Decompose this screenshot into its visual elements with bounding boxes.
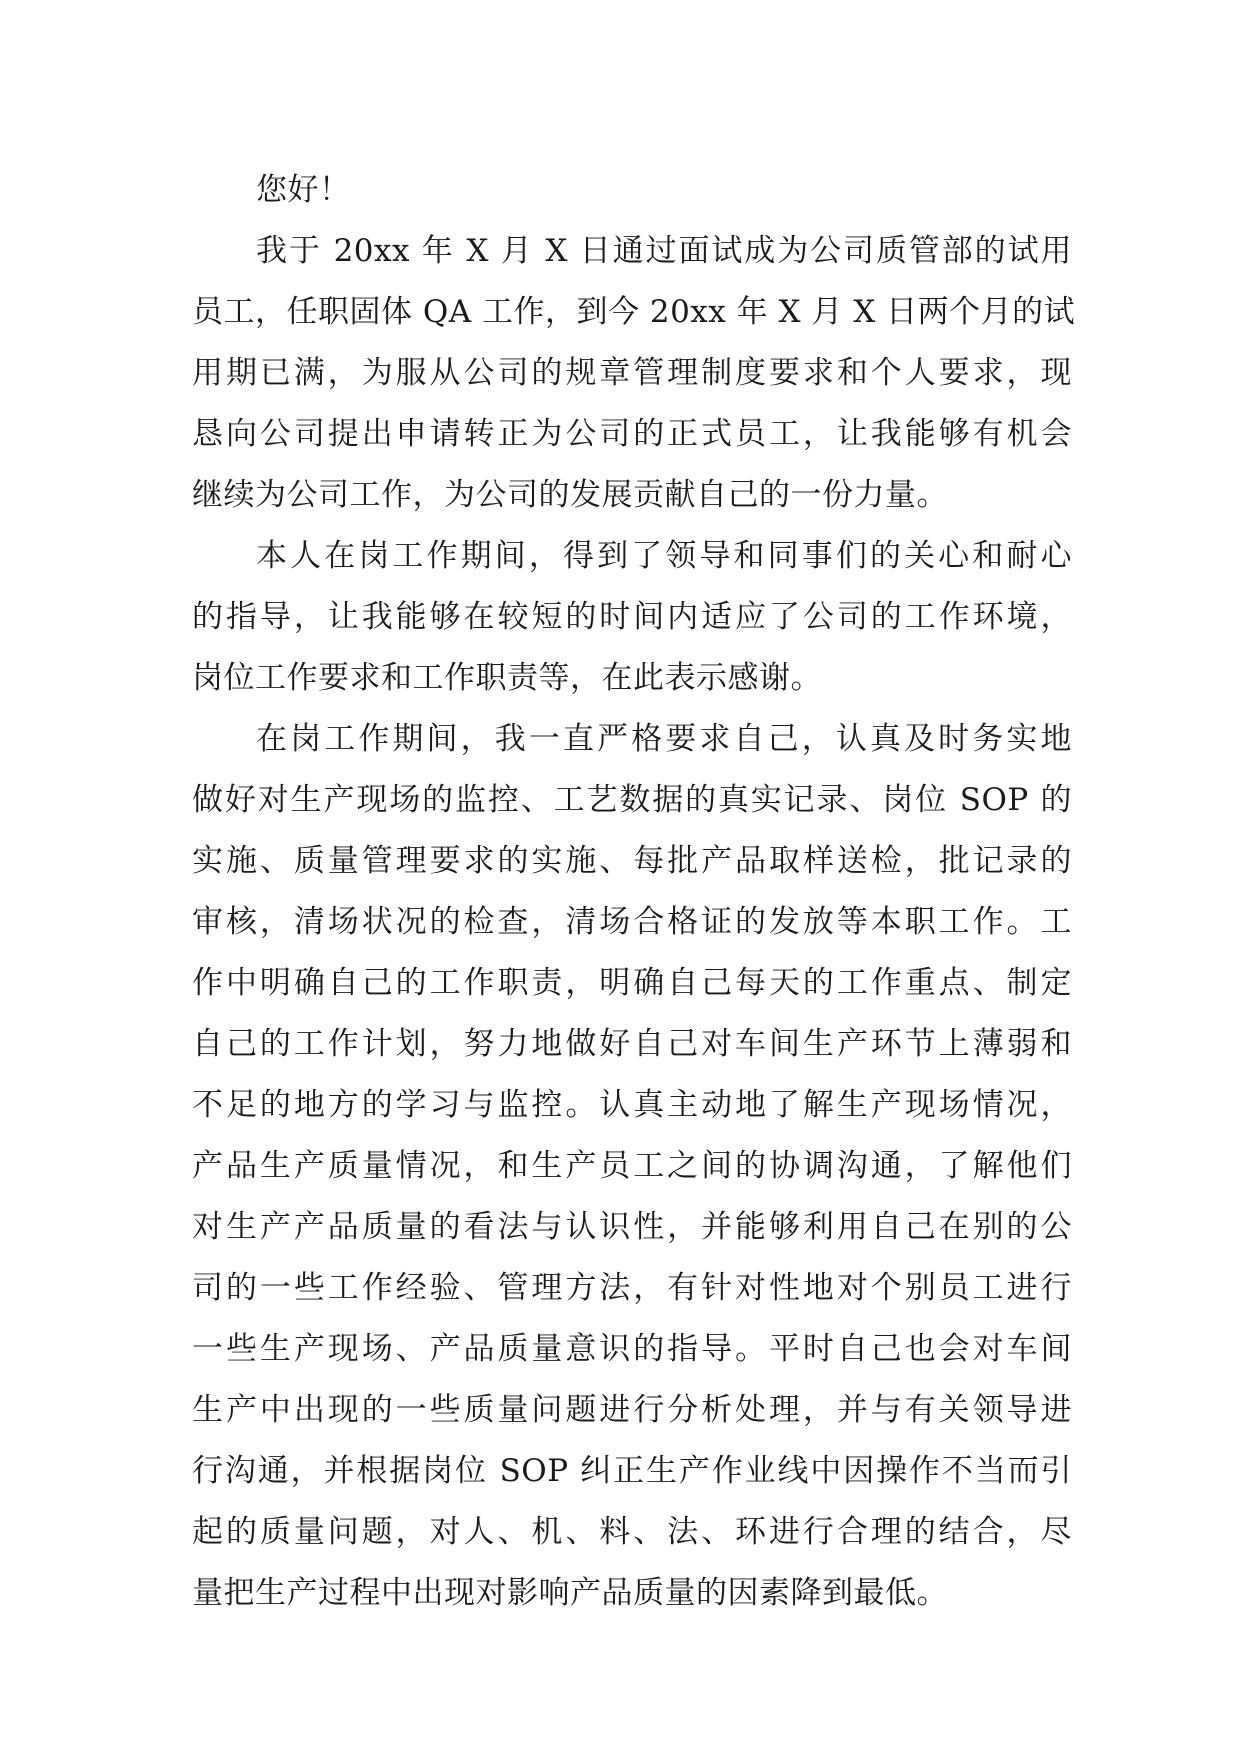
- paragraph-line: 恳向公司提出申请转正为公司的正式员工，让我能够有机会: [192, 416, 1072, 452]
- paragraph-line: 生产中出现的一些质量问题进行分析处理，并与有关领导进: [192, 1392, 1072, 1428]
- paragraph-line: 本人在岗工作期间，得到了领导和同事们的关心和耐心: [256, 538, 1072, 574]
- paragraph-line: 对生产产品质量的看法与认识性，并能够利用自己在别的公: [192, 1209, 1072, 1245]
- paragraph-2: [192, 526, 1072, 709]
- paragraph-line: 司的一些工作经验、管理方法，有针对性地对个别员工进行: [192, 1270, 1072, 1306]
- paragraph-line: 作中明确自己的工作职责，明确自己每天的工作重点、制定: [192, 965, 1072, 1001]
- paragraph-line: 员工，任职固体 QA 工作，到今 20xx 年 X 月 X 日两个月的试: [192, 294, 1076, 330]
- paragraph-line: 的指导，让我能够在较短的时间内适应了公司的工作环境，: [192, 599, 1072, 635]
- paragraph-line: 量把生产过程中出现对影响产品质量的因素降到最低。: [192, 1575, 948, 1611]
- paragraph-1: [192, 221, 1076, 526]
- paragraph-line: 用期已满，为服从公司的规章管理制度要求和个人要求，现: [192, 355, 1072, 391]
- paragraph-line: 自己的工作计划，努力地做好自己对车间生产环节上薄弱和: [192, 1026, 1072, 1062]
- paragraph-line: 做好对生产现场的监控、工艺数据的真实记录、岗位 SOP 的: [192, 782, 1072, 818]
- paragraph-line: 审核，清场状况的检查，清场合格证的发放等本职工作。工: [192, 904, 1072, 940]
- paragraph-line: 一些生产现场、产品质量意识的指导。平时自己也会对车间: [192, 1331, 1072, 1367]
- paragraph-line: 起的质量问题，对人、机、料、法、环进行合理的结合，尽: [192, 1514, 1072, 1550]
- letter-body: [192, 160, 1076, 1624]
- paragraph-line: 实施、质量管理要求的实施、每批产品取样送检，批记录的: [192, 843, 1072, 879]
- paragraph-line: 继续为公司工作，为公司的发展贡献自己的一份力量。: [192, 477, 948, 513]
- greeting: 您好！: [256, 172, 351, 208]
- paragraph-line: 我于 20xx 年 X 月 X 日通过面试成为公司质管部的试用: [256, 233, 1072, 269]
- paragraph-line: 不足的地方的学习与监控。认真主动地了解生产现场情况，: [192, 1087, 1072, 1123]
- paragraph-line: 产品生产质量情况，和生产员工之间的协调沟通，了解他们: [192, 1148, 1072, 1184]
- paragraph-line: 岗位工作要求和工作职责等，在此表示感谢。: [192, 660, 822, 696]
- paragraph-3: [192, 709, 1072, 1624]
- paragraph-line: 在岗工作期间，我一直严格要求自己，认真及时务实地: [256, 721, 1072, 757]
- paragraph-line: 行沟通，并根据岗位 SOP 纠正生产作业线中因操作不当而引: [192, 1453, 1072, 1489]
